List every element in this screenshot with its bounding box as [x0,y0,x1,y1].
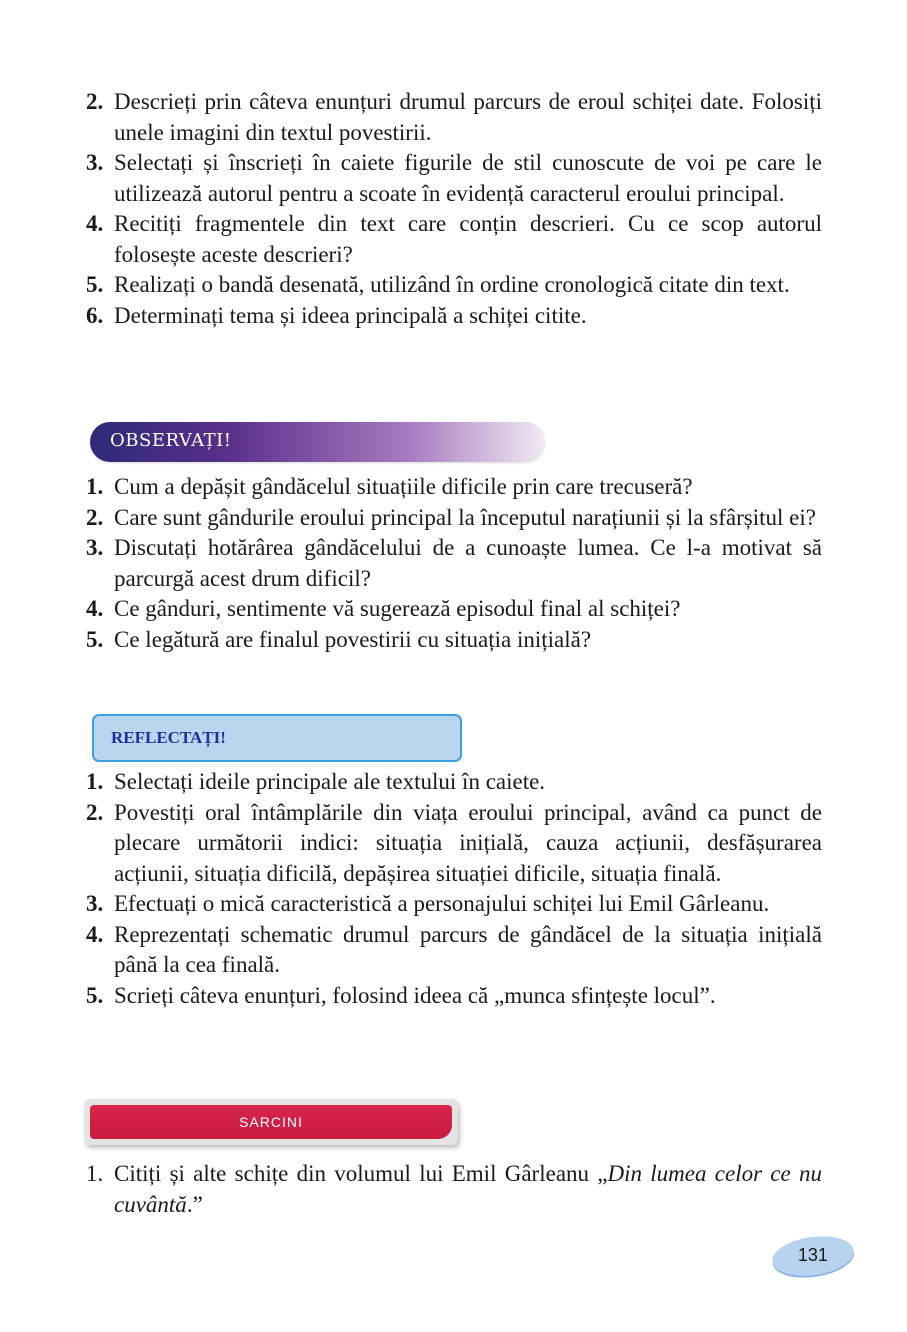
sarcini-list [86,1159,822,1220]
item-text: Scrieți câteva enunțuri, folosind ideea că „munca sfințește locul”. [114,982,716,1008]
page-number-badge [770,1231,856,1280]
item-text: Discutați hotărârea gândăcelului de a cunoaște lumea. Ce l-a motivat să parcurgă acest drum dificil? [114,535,822,591]
list-item [86,625,822,656]
item-text: Ce legătură are finalul povestirii cu situația inițială? [114,626,592,652]
item-text: Ce gânduri, sentimente vă sugerează episodul final al schiței? [114,596,681,621]
item-text: Selectați și înscrieți în caiete figurile de stil cunoscute de voi pe care le utilizează autorul pentru a scoate în evidență caracterul eroului principal. [114,150,822,206]
item-text: Citiți și alte schițe din volumul lui Emil Gârleanu „ [114,1161,608,1186]
list-item [86,148,822,209]
list-item [86,472,822,503]
item-number: 4. [86,596,104,621]
list-item [86,889,822,920]
item-text: Selectați ideile principale ale textului în caiete. [114,769,546,794]
sarcini-banner-ribbon [90,1105,452,1139]
item-number: 1. [86,474,104,499]
list-item [86,981,822,1012]
item-number: 2. [86,89,104,114]
item-number: 5. [86,272,104,297]
item-number: 1. [86,769,104,794]
item-text: Descrieți prin câteva enunțuri drumul parcurs de eroul schiței date. Folosiți unele imagini din textul povestirii. [114,89,822,145]
item-text-end: .” [186,1191,203,1217]
list-item [86,301,822,332]
item-number: 6. [86,302,104,328]
list-item [86,209,822,270]
item-text: Povestiți oral întâmplările din viața eroului principal, având ca punct de plecare următorii indici: situația inițială, cauza acțiunii, desfășurarea acțiunii, situația dificilă, depășirea situației dificile, situația finală. [114,799,822,886]
item-number: 3. [86,891,104,916]
questions-list-intro [86,87,822,331]
item-number: 2. [86,504,104,530]
page-number: 131 [797,1245,828,1266]
list-item [86,503,822,534]
list-item [86,533,822,594]
item-number: 2. [86,799,104,825]
list-item [86,798,822,890]
reflectati-list [86,767,822,1011]
list-item [86,920,822,981]
item-text: Efectuați o mică caracteristică a personajului schiței lui Emil Gârleanu. [114,891,770,916]
item-number: 5. [86,982,104,1008]
sarcini-heading: SARCINI [239,1114,303,1130]
list-item [86,270,822,301]
item-number: 3. [86,535,104,560]
item-text: Cum a depășit gândăcelul situațiile dificile prin care trecuseră? [114,474,693,499]
book-title: Din lumea celor ce nu cuvântă [114,1161,822,1217]
item-text: Reprezentați schematic drumul parcurs de gândăcel de la situația inițială până la cea finală. [114,921,822,977]
observati-heading-banner [90,422,545,462]
list-item [86,594,822,625]
observati-list [86,472,822,655]
list-item [86,87,822,148]
item-number: 5. [86,626,104,652]
item-text: Recitiți fragmentele din text care conțin descrieri. Cu ce scop autorul folosește aceste descrieri? [114,211,822,267]
list-item [86,1159,822,1220]
item-text: Care sunt gândurile eroului principal la începutul narațiunii și la sfârșitul ei? [114,504,816,530]
reflectati-heading-box [92,714,462,762]
reflectati-heading: REFLECTAȚI! [111,728,226,747]
item-text: Determinați tema și ideea principală a schiței citite. [114,302,587,328]
item-number: 3. [86,150,104,175]
observati-heading: OBSERVAȚI! [110,430,232,451]
list-item [86,767,822,798]
sarcini-heading-banner [84,1099,462,1149]
item-number: 4. [86,211,104,236]
item-number: 1. [86,1161,104,1186]
item-text: Realizați o bandă desenată, utilizând în ordine cronologică citate din text. [114,272,790,297]
item-number: 4. [86,921,104,947]
